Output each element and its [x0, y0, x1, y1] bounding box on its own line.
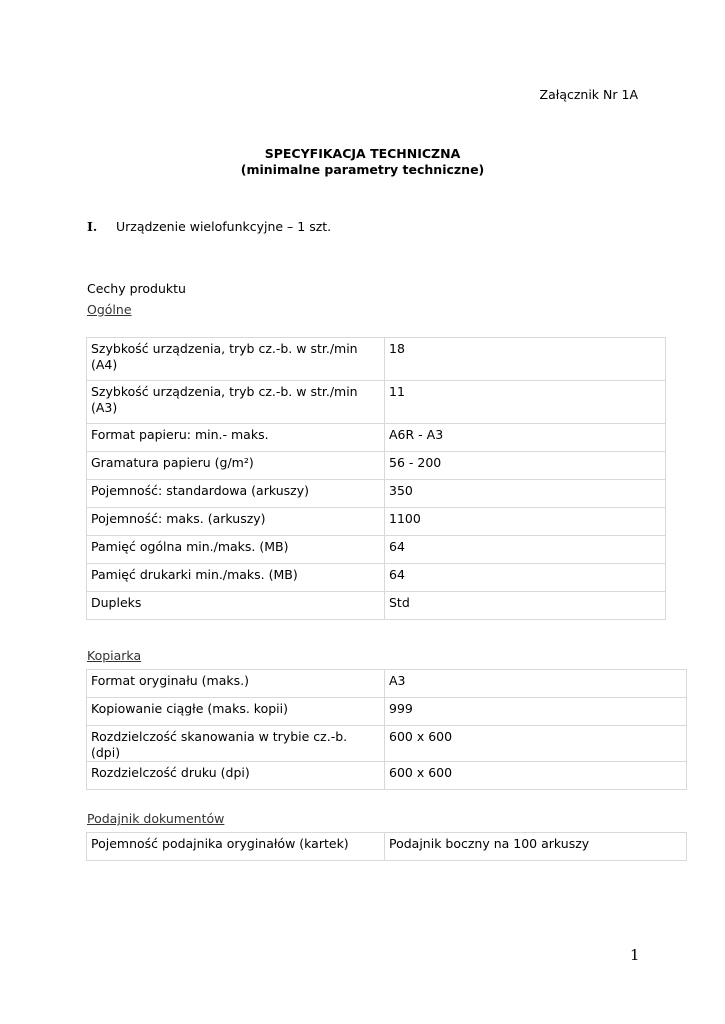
table-row — [87, 670, 687, 698]
attachment-label: Załącznik Nr 1A — [539, 87, 638, 102]
param-name: Pamięć ogólna min./maks. (MB) — [87, 536, 385, 564]
table-row — [87, 480, 666, 508]
param-value: 350 — [385, 480, 666, 508]
param-name: Format oryginału (maks.) — [87, 670, 385, 698]
param-value: 18 — [385, 338, 666, 381]
feeder-group-label: Podajnik dokumentów — [87, 811, 225, 826]
param-value: A3 — [385, 670, 687, 698]
copier-group-label: Kopiarka — [87, 648, 142, 663]
param-name: Szybkość urządzenia, tryb cz.-b. w str./min (A4) — [87, 338, 385, 381]
param-name: Pojemność: maks. (arkuszy) — [87, 508, 385, 536]
table-row — [87, 508, 666, 536]
table-row — [87, 452, 666, 480]
copier-spec-table — [86, 669, 687, 790]
table-row — [87, 592, 666, 620]
param-name: Pamięć drukarki min./maks. (MB) — [87, 564, 385, 592]
param-name: Rozdzielczość skanowania w trybie cz.-b. (dpi) — [87, 726, 385, 762]
param-name: Gramatura papieru (g/m²) — [87, 452, 385, 480]
section-number: I. — [87, 219, 98, 234]
table-row — [87, 726, 687, 762]
param-value: 56 - 200 — [385, 452, 666, 480]
param-name: Pojemność: standardowa (arkuszy) — [87, 480, 385, 508]
param-name: Szybkość urządzenia, tryb cz.-b. w str./min (A3) — [87, 381, 385, 424]
param-value: 11 — [385, 381, 666, 424]
table-row — [87, 762, 687, 790]
feeder-spec-table — [86, 832, 687, 861]
param-value: A6R - A3 — [385, 424, 666, 452]
table-row — [87, 338, 666, 381]
title-line-2: (minimalne parametry techniczne) — [240, 162, 485, 177]
section-title: Urządzenie wielofunkcyjne – 1 szt. — [115, 219, 332, 234]
table-row — [87, 564, 666, 592]
document-title — [0, 146, 725, 178]
general-group-label: Ogólne — [87, 302, 132, 317]
param-value: Std — [385, 592, 666, 620]
param-value: 999 — [385, 698, 687, 726]
table-row — [87, 424, 666, 452]
general-spec-table — [86, 337, 666, 620]
param-name: Rozdzielczość druku (dpi) — [87, 762, 385, 790]
title-line-1: SPECYFIKACJA TECHNICZNA — [264, 146, 461, 161]
page-number: 1 — [630, 946, 640, 964]
param-name: Kopiowanie ciągłe (maks. kopii) — [87, 698, 385, 726]
table-row — [87, 698, 687, 726]
param-value: 64 — [385, 564, 666, 592]
table-row — [87, 536, 666, 564]
param-value: 600 x 600 — [385, 726, 687, 762]
param-name: Format papieru: min.- maks. — [87, 424, 385, 452]
param-name: Dupleks — [87, 592, 385, 620]
product-features-label: Cechy produktu — [87, 281, 186, 296]
param-value: 64 — [385, 536, 666, 564]
table-row — [87, 833, 687, 861]
section-heading — [87, 219, 331, 234]
param-name: Pojemność podajnika oryginałów (kartek) — [87, 833, 385, 861]
param-value: 600 x 600 — [385, 762, 687, 790]
param-value: Podajnik boczny na 100 arkuszy — [385, 833, 687, 861]
table-row — [87, 381, 666, 424]
param-value: 1100 — [385, 508, 666, 536]
